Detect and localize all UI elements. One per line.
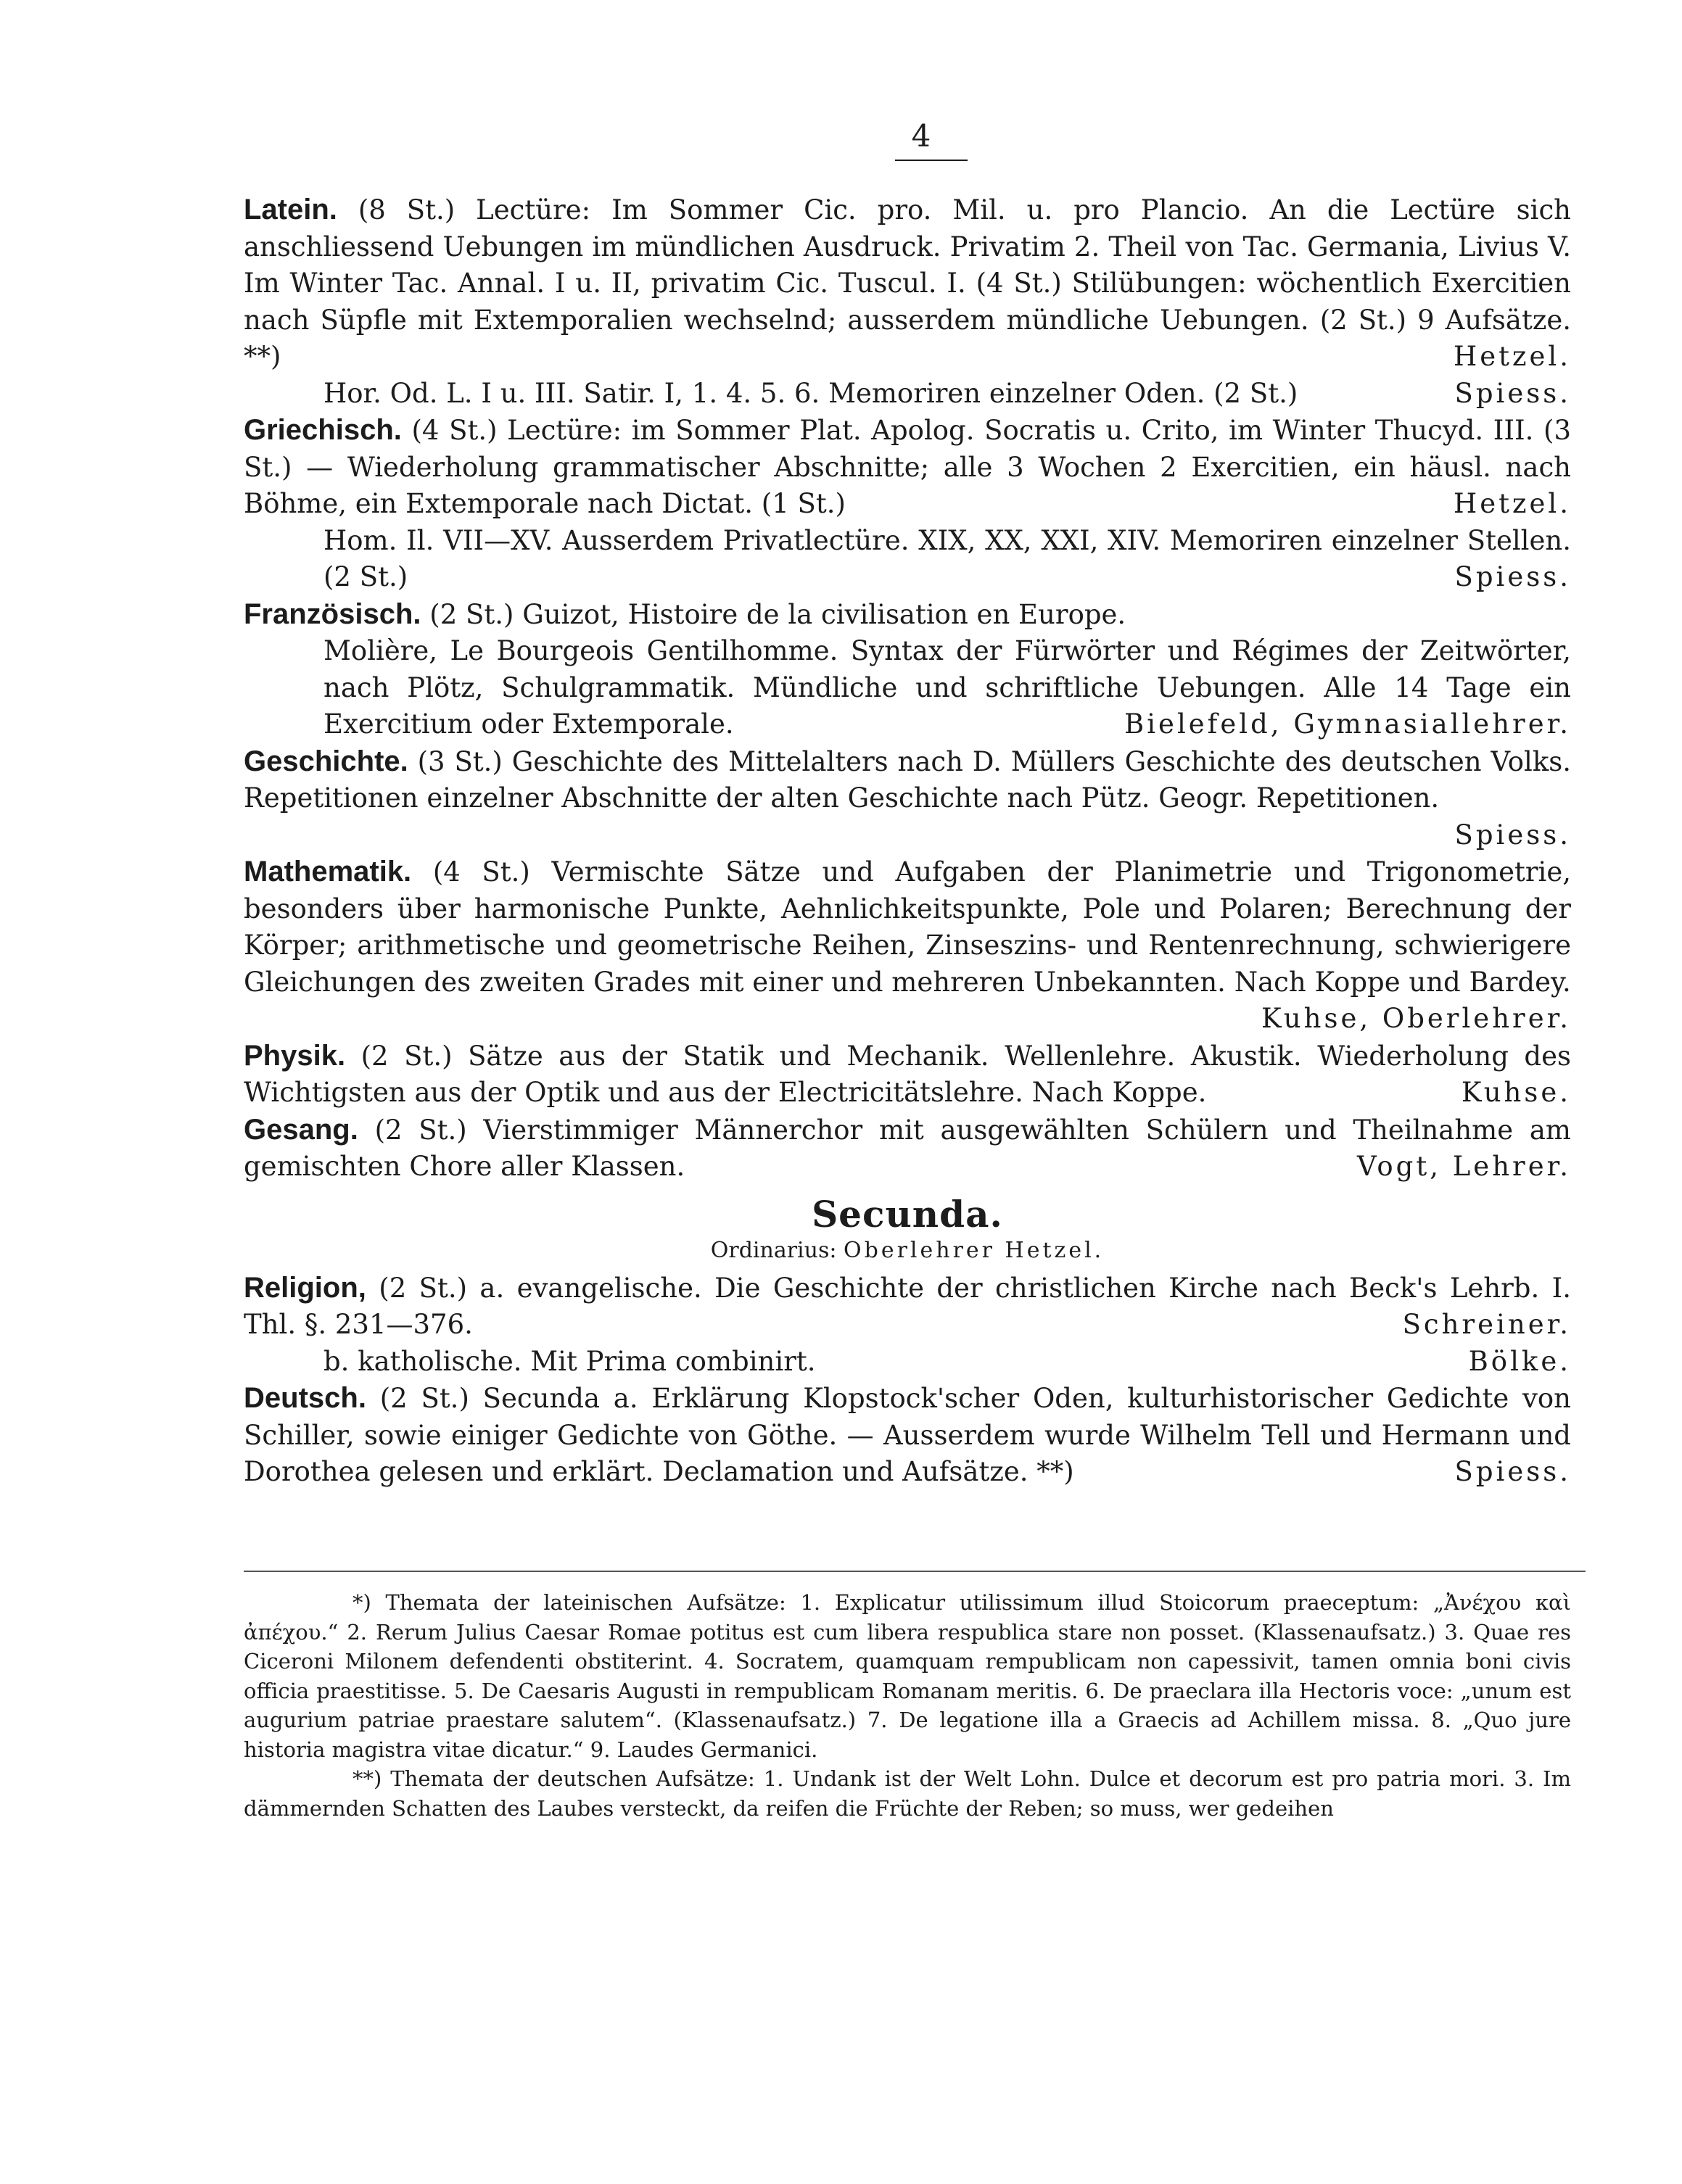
entry-subtext [244, 376, 1571, 413]
page-number-rule [895, 160, 968, 161]
teacher-name: Spiess. [1454, 377, 1571, 409]
entry-text: (3 St.) Geschichte des Mittelalters nach D. Müllers Geschichte des deutschen Volks. Repetitionen einzelner Abschnitte der alten Geschichte nach Pütz. Geogr. Repetitionen. [244, 745, 1571, 814]
teacher-name: Bielefeld, Gymnasiallehrer. [1124, 708, 1571, 740]
teacher-name: Kuhse. [1461, 1077, 1571, 1108]
entry-mathematik [244, 853, 1571, 1038]
subject-heading: Französisch. [244, 597, 421, 630]
entry-subtext [244, 523, 1571, 596]
teacher-name: Hetzel. [1453, 341, 1571, 372]
subject-heading: Gesang. [244, 1113, 358, 1146]
teacher-name: Spiess. [1454, 561, 1571, 592]
entry-franzoesisch [244, 596, 1571, 743]
entry-religion [244, 1270, 1571, 1381]
section-title: Secunda. [812, 1192, 1003, 1236]
footnotes [244, 1588, 1571, 1823]
teacher-name: Spiess. [1454, 819, 1571, 851]
entry-geschichte [244, 743, 1571, 854]
entry-physik [244, 1038, 1571, 1112]
entry-subtext-content: b. katholische. Mit Prima combinirt. [323, 1345, 816, 1377]
teacher-name: Kuhse, Oberlehrer. [1261, 1003, 1571, 1034]
subject-heading: Mathematik. [244, 856, 412, 888]
teacher-name: Schreiner. [1402, 1309, 1571, 1340]
entry-latein [244, 191, 1571, 412]
entry-text: (2 St.) Sätze aus der Statik und Mechanik. Wellenlehre. Akustik. Wiederholung des Wichtigsten aus der Optik und aus der Electricitätslehre. Nach Koppe. [244, 1040, 1571, 1108]
entry-text: (8 St.) Lectüre: Im Sommer Cic. pro. Mil. u. pro Plancio. An die Lectüre sich anschliessend Uebungen im mündlichen Ausdruck. Privatim 2. Theil von Tac. Germania, Livius V. Im Winter Tac. Annal. I u. II, privatim Cic. Tuscul. I. (4 St.) Stilübungen: wöchentlich Exercitien nach Süpfle mit Extemporalien wechselnd; ausserdem mündliche Uebungen. (2 St.) 9 Aufsätze. **) [244, 194, 1571, 372]
ordinarius-label: Ordinarius: [710, 1237, 837, 1263]
entry-deutsch [244, 1380, 1571, 1491]
entry-text: (2 St.) Guizot, Histoire de la civilisation en Europe. [429, 598, 1126, 630]
teacher-name: Bölke. [1468, 1345, 1571, 1377]
curriculum-body [244, 191, 1571, 1491]
section-ordinarius [244, 1236, 1571, 1265]
subject-heading: Physik. [244, 1039, 346, 1072]
teacher-name: Spiess. [1454, 1456, 1571, 1487]
entry-text: (2 St.) a. evangelische. Die Geschichte der christlichen Kirche nach Beck's Lehrb. I. Thl. §. 231—376. [244, 1272, 1571, 1340]
entry-subtext [244, 633, 1571, 743]
entry-subtext-content: Hor. Od. L. I u. III. Satir. I, 1. 4. 5. 6. Memoriren einzelner Oden. (2 St.) [323, 377, 1298, 409]
page-number: 4 [911, 118, 931, 154]
entry-gesang [244, 1112, 1571, 1186]
entry-text: (4 St.) Vermischte Sätze und Aufgaben der Planimetrie und Trigonometrie, besonders über harmonische Punkte, Aehnlichkeitspunkte, Pole und Polaren; Berechnung der Körper; arithmetische und geometrische Reihen, Zinseszins- und Rentenrechnung, schwierigere Gleichungen des zweiten Grades mit einer und mehreren Unbekannten. Nach Koppe und Bardey. [244, 856, 1572, 998]
footnote-german: **) Themata der deutschen Aufsätze: 1. Undank ist der Welt Lohn. Dulce et decorum est pro patria mori. 3. Im dämmernden Schatten des Laubes versteckt, da reifen die Früchte der Reben; so muss, wer gedeihen [244, 1766, 1571, 1821]
subject-heading: Latein. [244, 194, 337, 226]
subject-heading: Griechisch. [244, 414, 402, 446]
entry-subtext-content: Hom. Il. VII—XV. Ausserdem Privatlectüre. XIX, XX, XXI, XIV. Memoriren einzelner Stellen. (2 St.) [323, 524, 1571, 592]
subject-heading: Geschichte. [244, 745, 408, 777]
subject-heading: Religion, [244, 1271, 366, 1304]
footnote-rule [244, 1571, 1586, 1572]
teacher-name: Hetzel. [1453, 488, 1571, 519]
subject-heading: Deutsch. [244, 1382, 366, 1414]
entry-subtext [244, 1344, 1571, 1381]
teacher-name: Vogt, Lehrer. [1357, 1151, 1571, 1182]
entry-text: (2 St.) Vierstimmiger Männerchor mit ausgewählten Schülern und Theilnahme am gemischten Chore aller Klassen. [244, 1114, 1571, 1182]
entry-text: (2 St.) Secunda a. Erklärung Klopstock'scher Oden, kulturhistorischer Gedichte von Schiller, sowie einiger Gedichte von Göthe. — Ausserdem wurde Wilhelm Tell und Hermann und Dorothea gelesen und erklärt. Declamation und Aufsätze. **) [244, 1383, 1572, 1487]
entry-text: (4 St.) Lectüre: im Sommer Plat. Apolog. Socratis u. Crito, im Winter Thucyd. III. (3 St.) — Wiederholung grammatischer Abschnitte; alle 3 Wochen 2 Exercitien, ein häusl. nach Böhme, ein Extemporale nach Dictat. (1 St.) [244, 415, 1571, 519]
ordinarius-name: Oberlehrer Hetzel. [844, 1237, 1105, 1263]
footnote-latin: *) Themata der lateinischen Aufsätze: 1. Explicatur utilissimum illud Stoicorum praeceptum: „Ἀνέχου καὶ ἀπέχου.“ 2. Rerum Julius Caesar Romae potitus est cum libera respublica stare non posset. (Klassenaufsatz.) 3. Quae res Ciceroni Milonem defendenti obstiterint. 4. Socratem, quamquam rempublicam non capessivit, tamen omnia boni civis officia praestitisse. 5. De Caesaris Augusti in rempublicam Romanam meritis. 6. De praeclara illa Hectoris voce: „unum est augurium patriae praestare salutem“. (Klassenaufsatz.) 7. De legatione illa a Graecis ad Achillem missa. 8. „Quo jure historia magistra vitae dicatur.“ 9. Laudes Germanici. [244, 1590, 1571, 1762]
entry-subtext-content: Molière, Le Bourgeois Gentilhomme. Syntax der Fürwörter und Régimes der Zeitwörter, nach Plötz, Schulgrammatik. Mündliche und schriftliche Uebungen. Alle 14 Tage ein Exercitium oder Extemporale. [323, 635, 1571, 740]
entry-griechisch [244, 412, 1571, 596]
